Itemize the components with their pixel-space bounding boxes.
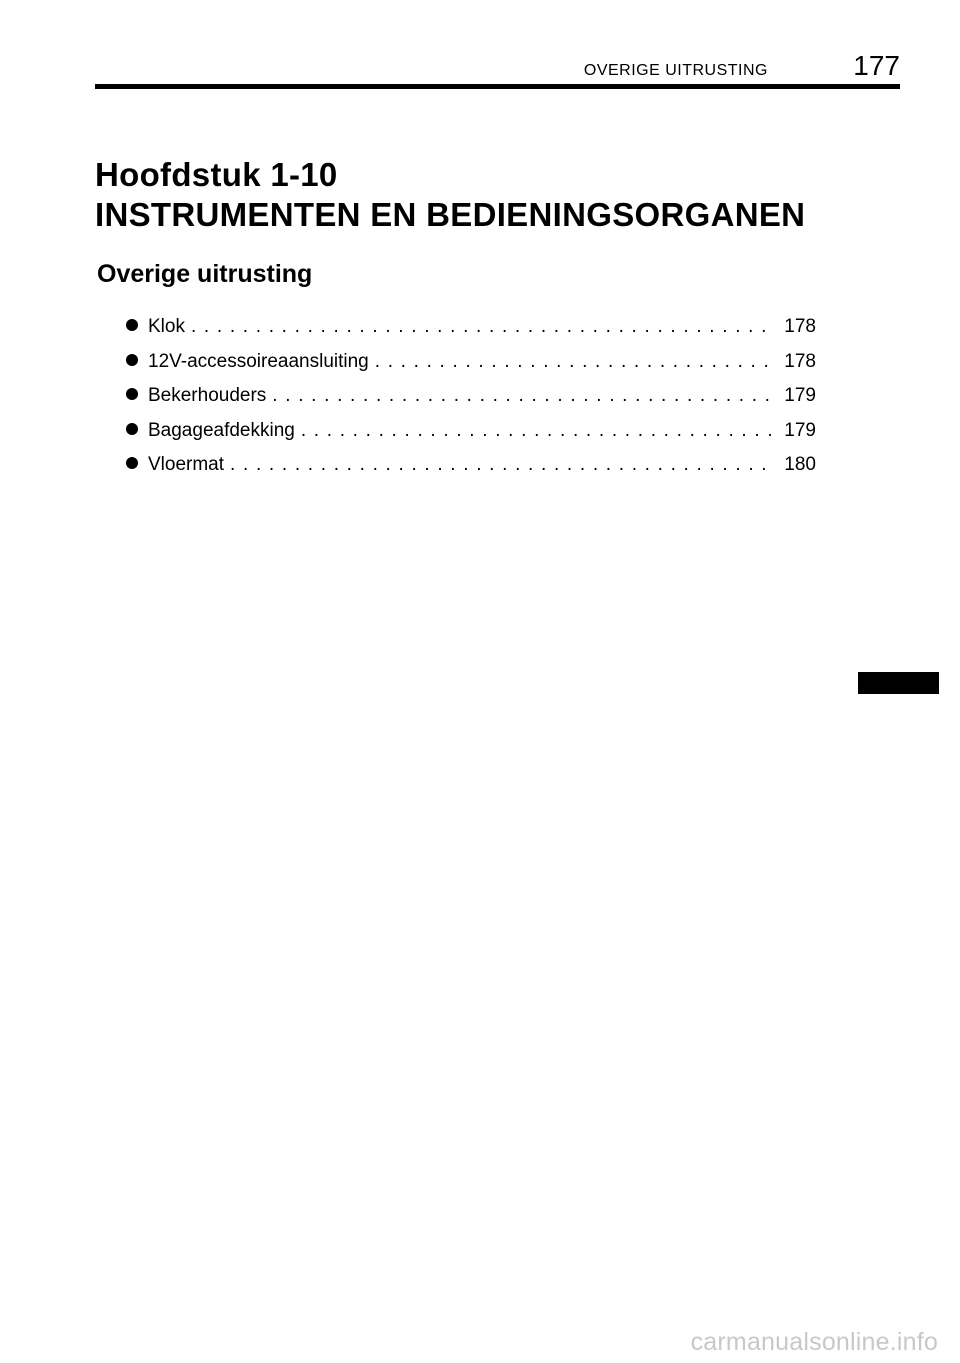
toc-item-page: 178	[784, 316, 816, 337]
toc-item-page: 180	[784, 454, 816, 475]
bullet-icon	[126, 354, 138, 366]
dot-leader	[301, 416, 772, 446]
toc-item-label: 12V-accessoireaansluiting	[148, 350, 369, 372]
chapter-heading	[95, 155, 915, 235]
toc-item-klok[interactable]	[126, 312, 816, 347]
dot-leader	[272, 381, 772, 411]
chapter-title: INSTRUMENTEN EN BEDIENINGSORGANEN	[95, 196, 806, 233]
watermark: carmanualsonline.info	[690, 1328, 938, 1356]
chapter-thumb-tab	[858, 672, 939, 694]
toc-item-label: Bekerhouders	[148, 385, 267, 406]
toc-item-bekerhouders[interactable]	[126, 381, 816, 416]
dot-leader	[375, 347, 772, 377]
toc-item-label: Klok	[148, 316, 185, 337]
page-number: 177	[853, 50, 900, 81]
toc-item-label: Vloermat	[148, 454, 225, 475]
section-title: Overige uitrusting	[97, 260, 313, 288]
header-rule	[95, 84, 900, 89]
dot-leader	[230, 450, 772, 480]
chapter-number: Hoofdstuk 1-10	[95, 156, 338, 193]
toc-item-page: 179	[784, 385, 816, 406]
toc-item-page: 178	[784, 350, 816, 372]
bullet-icon	[126, 423, 138, 435]
toc-item-vloermat[interactable]	[126, 450, 816, 485]
bullet-icon	[126, 319, 138, 331]
table-of-contents	[126, 312, 816, 485]
running-header	[95, 50, 900, 90]
toc-item-page: 179	[784, 419, 816, 441]
toc-item-bagageafdekking[interactable]	[126, 416, 816, 451]
bullet-icon	[126, 388, 138, 400]
header-section-title: OVERIGE UITRUSTING	[583, 62, 768, 79]
bullet-icon	[126, 457, 138, 469]
dot-leader	[191, 312, 772, 342]
toc-item-12v-accessoireaansluiting[interactable]	[126, 347, 816, 382]
toc-item-label: Bagageafdekking	[148, 419, 295, 441]
